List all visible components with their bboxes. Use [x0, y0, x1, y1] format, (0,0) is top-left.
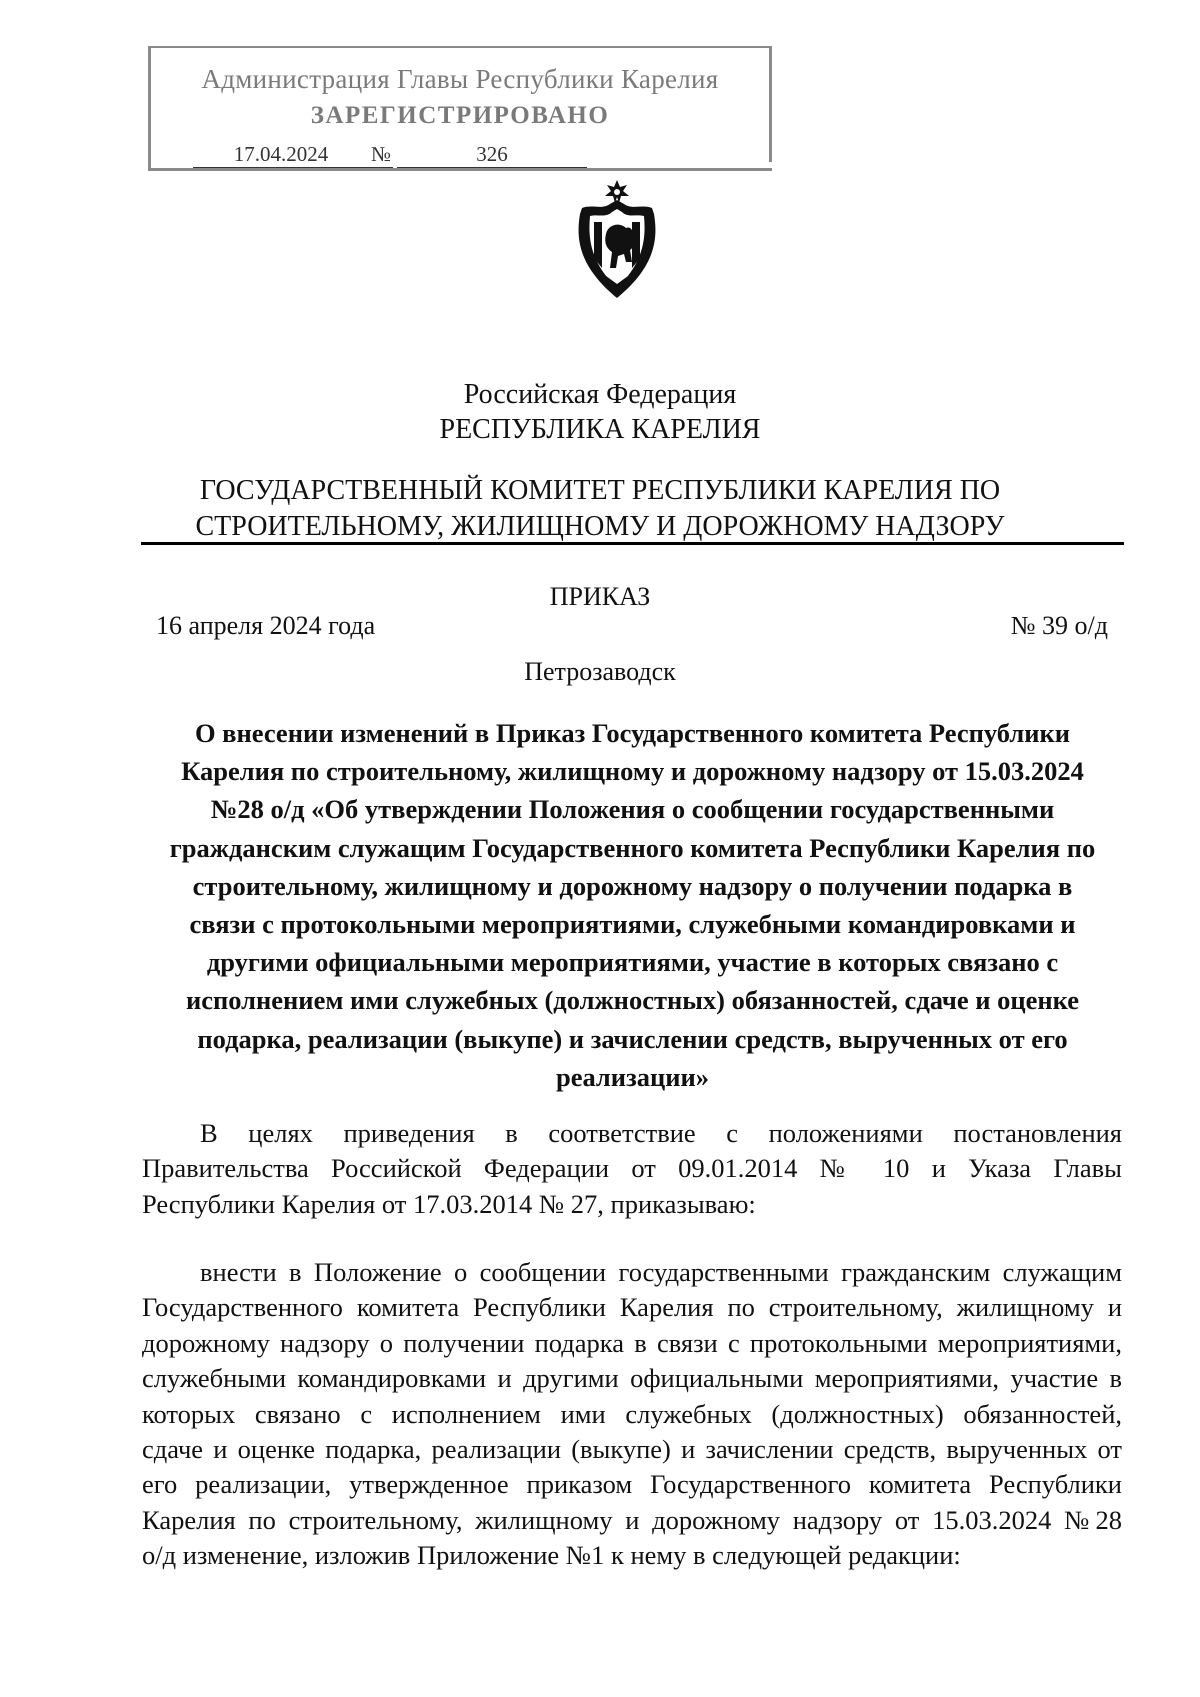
committee-title	[0, 473, 1200, 545]
title-line: №28 о/д «Об утверждении Положения о сообщении государственными	[210, 794, 1055, 825]
committee-title-line: СТРОИТЕЛЬНОМУ, ЖИЛИЩНОМУ И ДОРОЖНОМУ НАДЗОРУ	[195, 511, 1005, 542]
paragraph-line: В целях приведения в соответствие с положениями постановления	[200, 1118, 1122, 1148]
title-line: гражданским служащим Государственного комитета Республики Карелия по	[169, 832, 1096, 863]
stamp-gap	[751, 162, 831, 168]
order-city: Петрозаводск	[524, 657, 676, 686]
committee-title-line: ГОСУДАРСТВЕННЫЙ КОМИТЕТ РЕСПУБЛИКИ КАРЕЛИЯ ПО	[199, 475, 1001, 506]
paragraph-line: дорожному надзору о получении подарка в связи с протокольными мероприятиями,	[142, 1327, 1122, 1358]
stamp-number-sign: №	[370, 142, 392, 166]
republic-name: РЕСПУБЛИКА КАРЕЛИЯ	[439, 414, 761, 445]
paragraph-line: Государственного комитета Республики Карелия по строительному, жилищному и	[142, 1292, 1122, 1323]
title-line: реализации»	[555, 1061, 710, 1092]
title-line: О внесении изменений в Приказ Государственного комитета Республики	[194, 718, 1071, 748]
document-type: ПРИКАЗ	[549, 582, 651, 611]
stamp-number: 326	[397, 142, 587, 168]
paragraph-line: которых связано с исполнением ими служебных (должностных) обязанностей,	[142, 1398, 1122, 1429]
paragraph-line: его реализации, утвержденное приказом Государственного комитета Республики	[142, 1469, 1122, 1500]
order-number: № 39 о/д	[1010, 611, 1108, 640]
stamp-registration-row	[193, 142, 587, 168]
title-line: строительному, жилищному и дорожному надзору о получении подарка в	[192, 870, 1073, 901]
stamp-registered-label: ЗАРЕГИСТРИРОВАНО	[310, 102, 610, 129]
paragraph-line: служебными командировками и другими официальными мероприятиями, участие в	[142, 1363, 1122, 1394]
stamp-authority: Администрация Главы Республики Карелия	[201, 64, 719, 94]
title-line: Карелия по строительному, жилищному и дорожному надзору от 15.03.2024	[181, 756, 1084, 787]
title-line: другими официальными мероприятиями, участие в которых связано с	[206, 947, 1059, 978]
paragraph-line: Правительства Российской Федерации от 09.01.2014 № 10 и Указа Главы	[142, 1153, 1122, 1184]
header-divider	[141, 542, 1124, 545]
preamble-paragraph	[142, 1116, 1122, 1222]
title-line: исполнением ими служебных (должностных) обязанностей, сдаче и оценке	[185, 985, 1080, 1016]
paragraph-line: Карелия по строительному, жилищному и дорожному надзору от 15.03.2024 №28	[142, 1504, 1122, 1535]
paragraph-line: сдаче и оценке подарка, реализации (выкупе) и зачислении средств, вырученных от	[142, 1434, 1122, 1465]
body-paragraph	[142, 1255, 1122, 1574]
karelia-coat-of-arms-icon	[572, 178, 662, 302]
title-line: подарка, реализации (выкупе) и зачислении средств, вырученных от его	[197, 1023, 1068, 1054]
paragraph-line: Республики Карелия от 17.03.2014 № 27, приказываю:	[142, 1188, 756, 1219]
paragraph-line: внести в Положение о сообщении государственными гражданским служащим	[200, 1257, 1122, 1287]
order-date: 16 апреля 2024 года	[156, 611, 376, 640]
country-name: Российская Федерация	[463, 379, 737, 410]
paragraph-line: о/д изменение, изложив Приложение №1 к нему в следующей редакции:	[142, 1540, 961, 1571]
order-title	[140, 714, 1125, 1096]
title-line: связи с протокольными мероприятиями, служебными командировками и	[189, 909, 1076, 940]
registration-stamp	[148, 46, 772, 171]
stamp-date: 17.04.2024	[193, 142, 369, 168]
